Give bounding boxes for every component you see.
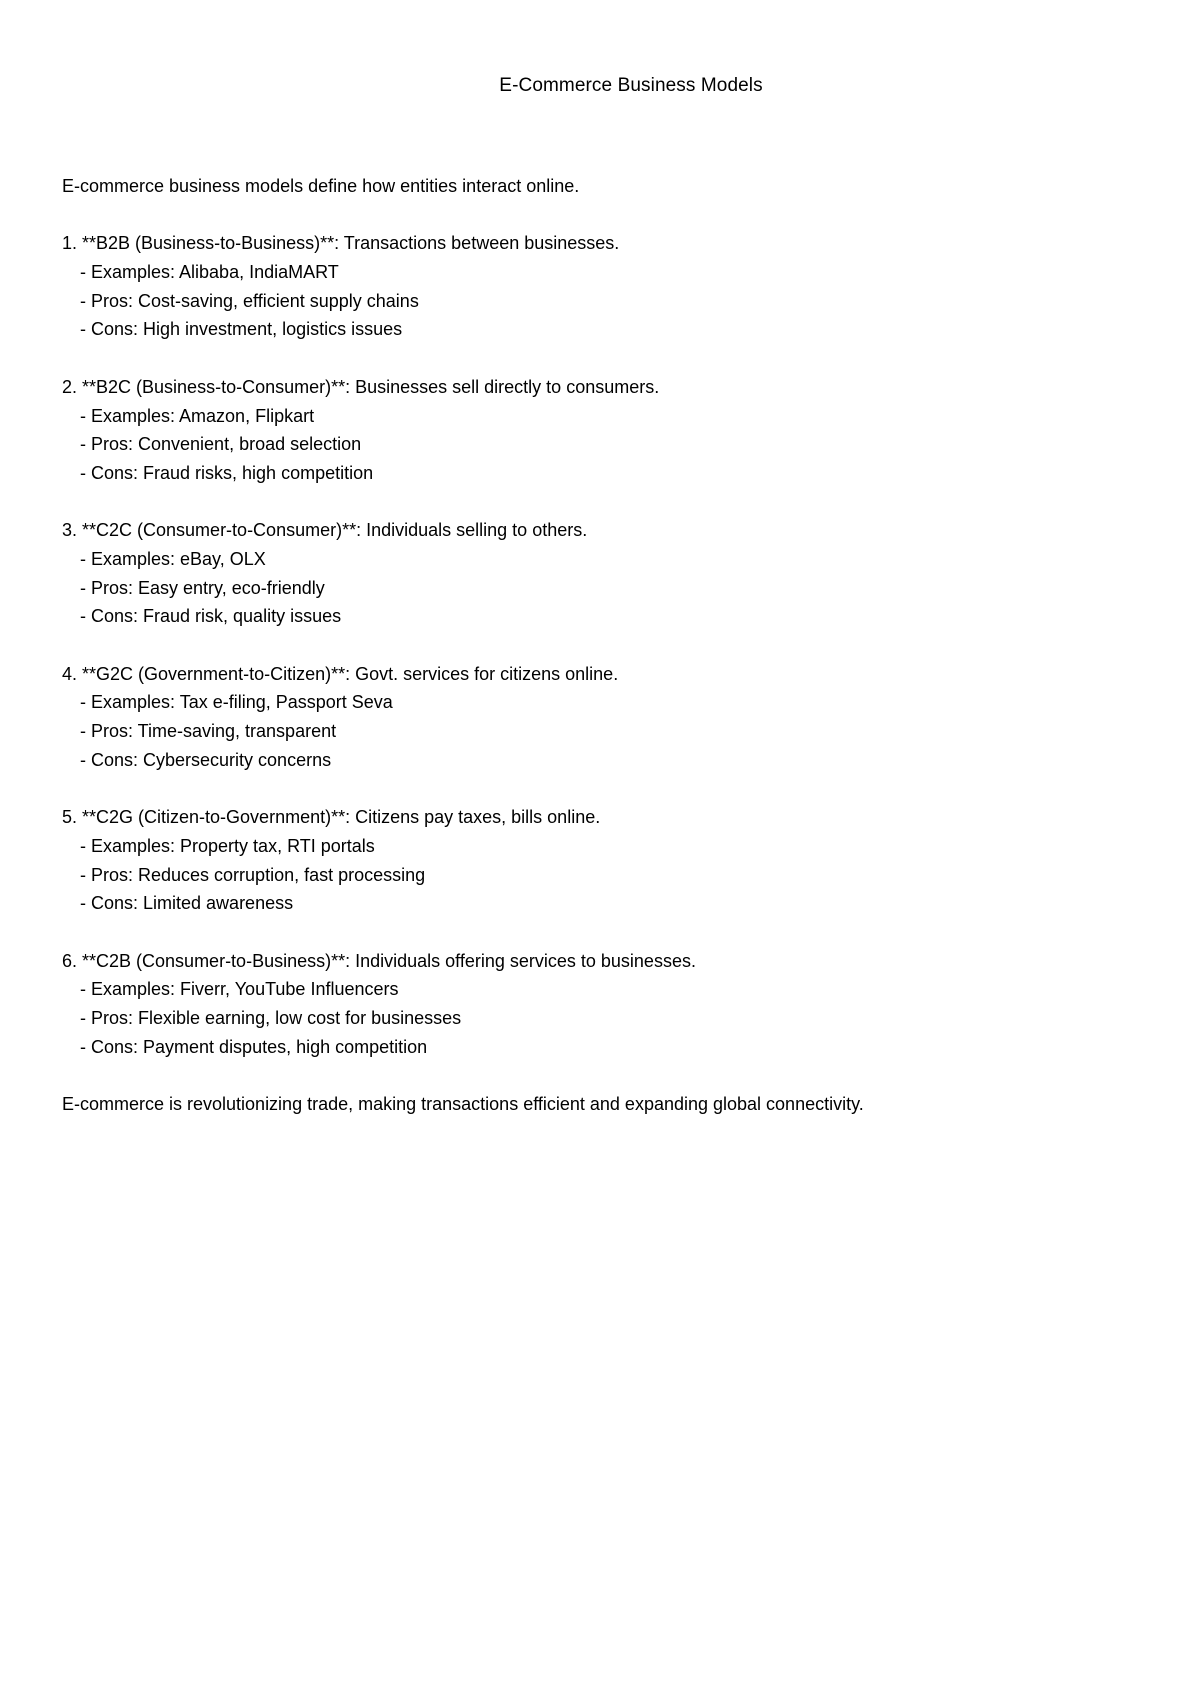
section-heading: 1. **B2B (Business-to-Business)**: Transactions between businesses.: [62, 233, 620, 254]
section-c2g: [62, 803, 1162, 918]
conclusion-paragraph: E-commerce is revolutionizing trade, making transactions efficient and expanding global connectivity.: [62, 1094, 864, 1114]
spacer: [62, 918, 1162, 947]
spacer: [62, 631, 1162, 660]
spacer: [62, 774, 1162, 803]
section-heading: 4. **G2C (Government-to-Citizen)**: Govt. services for citizens online.: [62, 663, 619, 684]
section-cons: - Cons: High investment, logistics issues: [80, 319, 403, 340]
section-heading: 2. **B2C (Business-to-Consumer)**: Businesses sell directly to consumers.: [62, 376, 660, 397]
section-c2b: [62, 947, 1162, 1062]
section-examples: - Examples: Property tax, RTI portals: [80, 835, 375, 856]
section-pros: - Pros: Time-saving, transparent: [80, 721, 337, 742]
document-body: [62, 172, 1162, 1119]
section-pros: - Pros: Flexible earning, low cost for businesses: [80, 1007, 462, 1028]
section-examples: - Examples: Alibaba, IndiaMART: [80, 262, 339, 283]
section-g2c: [62, 660, 1162, 775]
section-heading: 3. **C2C (Consumer-to-Consumer)**: Individuals selling to others.: [62, 520, 588, 541]
spacer: [62, 344, 1162, 373]
section-examples: - Examples: Fiverr, YouTube Influencers: [80, 979, 399, 1000]
spacer: [62, 488, 1162, 517]
section-examples: - Examples: Amazon, Flipkart: [80, 405, 315, 426]
section-c2c: [62, 516, 1162, 631]
section-cons: - Cons: Cybersecurity concerns: [80, 749, 332, 770]
section-cons: - Cons: Limited awareness: [80, 893, 294, 914]
section-heading: 6. **C2B (Consumer-to-Business)**: Individuals offering services to businesses.: [62, 950, 696, 971]
section-examples: - Examples: eBay, OLX: [80, 548, 266, 569]
section-cons: - Cons: Fraud risk, quality issues: [80, 606, 342, 627]
spacer: [62, 201, 1162, 230]
section-b2c: [62, 373, 1162, 488]
section-pros: - Pros: Cost-saving, efficient supply chains: [80, 290, 419, 311]
section-pros: - Pros: Reduces corruption, fast processing: [80, 864, 426, 885]
section-b2b: [62, 229, 1162, 344]
section-heading: 5. **C2G (Citizen-to-Government)**: Citizens pay taxes, bills online.: [62, 807, 601, 828]
section-examples: - Examples: Tax e-filing, Passport Seva: [80, 692, 393, 713]
intro-paragraph: E-commerce business models define how entities interact online.: [62, 176, 580, 196]
spacer: [62, 1061, 1162, 1090]
document-title: E-Commerce Business Models: [499, 75, 763, 96]
section-cons: - Cons: Fraud risks, high competition: [80, 462, 374, 483]
section-pros: - Pros: Easy entry, eco-friendly: [80, 577, 325, 598]
section-pros: - Pros: Convenient, broad selection: [80, 434, 362, 455]
section-cons: - Cons: Payment disputes, high competition: [80, 1036, 428, 1057]
